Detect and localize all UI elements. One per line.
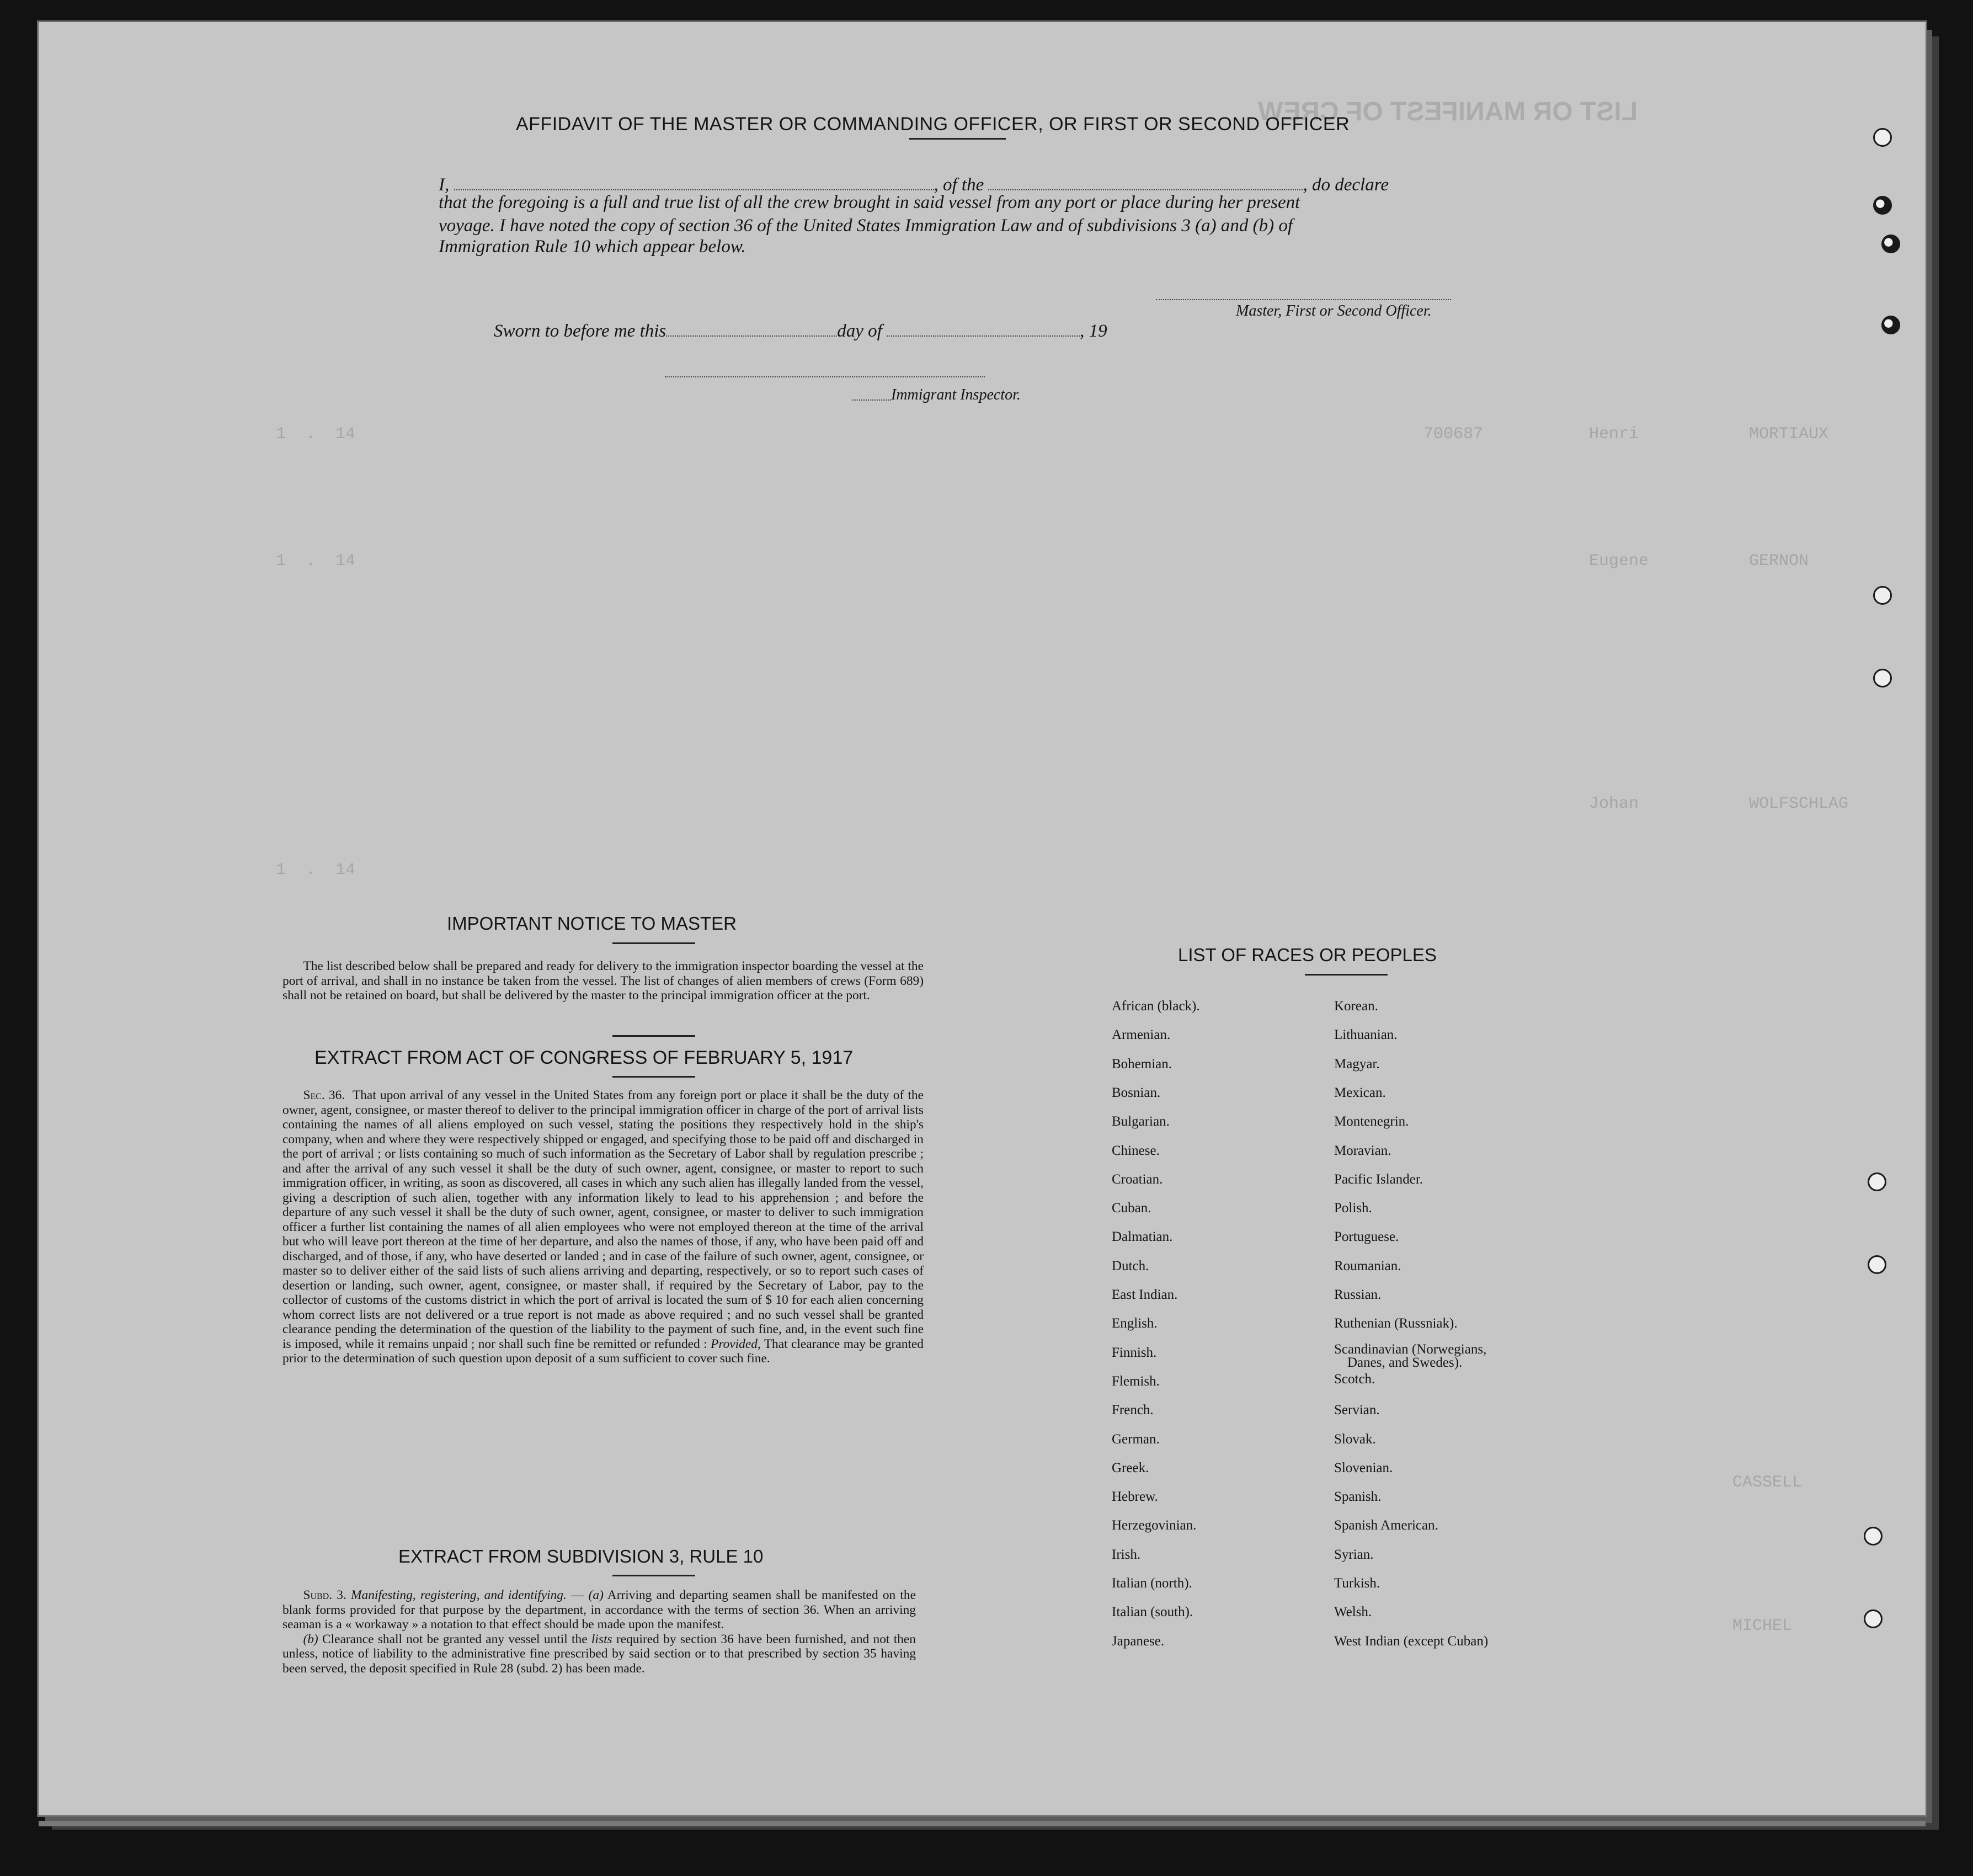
race-item: Italian (north). xyxy=(1112,1576,1192,1591)
day-blank xyxy=(666,322,837,337)
affidavit-declare: , do declare xyxy=(1303,175,1389,195)
race-item: English. xyxy=(1112,1316,1158,1331)
race-item: Lithuanian. xyxy=(1334,1027,1398,1043)
subd-b-mark: (b) xyxy=(303,1632,318,1646)
race-item: Montenegrin. xyxy=(1334,1114,1409,1129)
binder-hole xyxy=(1864,1527,1883,1545)
race-item: Spanish American. xyxy=(1334,1518,1438,1533)
race-item: Japanese. xyxy=(1112,1633,1165,1649)
master-signature-line xyxy=(1156,298,1451,300)
notice-heading: IMPORTANT NOTICE TO MASTER xyxy=(447,913,737,934)
subd-b-text-end: required by section 36 have been furnished, and not then unless, notice of liability to the administrative fine prescribed by said section or to that prescribed by section 35 having been served, the deposit specified in Rule 28 (subd. 2) has been made. xyxy=(282,1632,916,1676)
race-item: Finnish. xyxy=(1112,1345,1157,1360)
race-item: Mexican. xyxy=(1334,1085,1386,1100)
race-item: German. xyxy=(1112,1431,1160,1447)
month-blank xyxy=(887,322,1080,337)
provided-label: Provided, xyxy=(711,1336,761,1351)
heading-rule xyxy=(612,942,695,944)
race-item: Cuban. xyxy=(1112,1201,1151,1216)
binder-hole xyxy=(1864,1609,1883,1628)
race-item: Hebrew. xyxy=(1112,1489,1158,1505)
year-text: , 19 xyxy=(1080,321,1107,341)
master-label: Master, First or Second Officer. xyxy=(1236,302,1432,319)
sworn-text: Sworn to before me this xyxy=(494,321,666,341)
race-item: Greek. xyxy=(1112,1460,1149,1475)
binder-hole xyxy=(1873,586,1892,605)
heading-rule xyxy=(1305,974,1388,976)
race-item: Scandinavian (Norwegians, xyxy=(1334,1341,1487,1357)
name-blank xyxy=(454,176,934,190)
race-item: Bulgarian. xyxy=(1112,1114,1170,1129)
subd-title: Manifesting, registering, and identifying. xyxy=(351,1588,567,1602)
race-item: Italian (south). xyxy=(1112,1605,1193,1620)
act-text xyxy=(282,1088,924,1366)
race-item: Portuguese. xyxy=(1334,1229,1399,1245)
binder-hole xyxy=(1873,128,1892,147)
page-edge xyxy=(39,1821,1926,1826)
race-item: Croatian. xyxy=(1112,1171,1163,1187)
subd-a-mark: (a) xyxy=(588,1588,604,1602)
race-item: Roumanian. xyxy=(1334,1258,1401,1273)
binder-hole xyxy=(1873,669,1892,687)
race-item: Moravian. xyxy=(1334,1143,1391,1158)
act-body-end: That clearance may be granted prior to the determination of such question upon deposit of a sum sufficient to cover such fine. xyxy=(282,1336,924,1366)
races-heading: LIST OF RACES OR PEOPLES xyxy=(1178,945,1437,965)
sec-label: Sec. 36. xyxy=(303,1088,345,1102)
sworn-line xyxy=(494,321,1107,342)
subd-b-text: Clearance shall not be granted any vessel until the xyxy=(322,1632,588,1646)
race-item: African (black). xyxy=(1112,999,1200,1014)
affidavit-line-3: voyage. I have noted the copy of section 36 of the United States Immigration Law and of subdivisions 3 (a) and (b) of xyxy=(439,216,1293,236)
rule-heading: EXTRACT FROM SUBDIVISION 3, RULE 10 xyxy=(398,1546,764,1566)
subd-a-text: Arriving and departing seamen shall be manifested on the blank forms provided for that purpose by the department, in accordance with the terms of section 36. When an arriving seaman is a « workaway » a notation to that effect should be made upon the manifest. xyxy=(282,1588,916,1632)
day-of-text: day of xyxy=(837,321,882,341)
subd-label: Subd. 3. xyxy=(303,1588,346,1602)
race-item: West Indian (except Cuban) xyxy=(1334,1633,1489,1649)
act-heading: EXTRACT FROM ACT OF CONGRESS OF FEBRUARY 5, 1917 xyxy=(314,1047,854,1068)
binder-hole xyxy=(1873,196,1892,215)
race-item: Dutch. xyxy=(1112,1258,1149,1273)
binder-hole xyxy=(1868,1255,1886,1274)
vessel-blank xyxy=(988,176,1303,190)
race-item: Servian. xyxy=(1334,1403,1380,1418)
notice-text: The list described below shall be prepared and ready for delivery to the immigration inspector boarding the vessel at the port of arrival, and shall in no instance be taken from the vessel. The list of changes of alien members of crews (Form 689) shall not be retained on board, but shall be delivered by the master to the principal immigration officer at the port. xyxy=(282,959,924,1003)
race-item: East Indian. xyxy=(1112,1287,1178,1302)
race-item: Scotch. xyxy=(1334,1371,1375,1387)
race-item: Bohemian. xyxy=(1112,1056,1172,1072)
race-item: Dalmatian. xyxy=(1112,1229,1173,1245)
race-item: Korean. xyxy=(1334,999,1378,1014)
inspector-label-dots xyxy=(852,398,891,401)
binder-hole xyxy=(1881,316,1900,334)
act-body: That upon arrival of any vessel in the United States from any foreign port or place it shall be the duty of the owner, agent, consignee, or master thereof to deliver to the principal immigration officer in charge of the port of arrival lists containing the names of all aliens employed on such vessel, stating the positions they respectively hold in the ship's company, when and where they were respectively shipped or engaged, and specifying those to be paid off and discharged in the port of arrival ; or lists containing so much of such information as the Secretary of Labor shall by regulation prescribe ; and after the arrival of any such vessel it shall be the duty of such owner, agent, consignee, or master to report to such immigration officer, in writing, as soon as discovered, all cases in which any such alien has illegally landed from the vessel, giving a description of such alien, together with any information likely to lead to his apprehension ; and before the departure of any such vessel it shall be the duty of such owner, agent, consignee, or master to deliver to such immigration officer a further list containing the names of all alien employees who were not employed thereon at the time of the arrival but who will leave port thereon at the time of her departure, and also the names of those, if any, who have been paid off and discharged, and of those, if any, who have deserted or landed ; and in case of the failure of such owner, agent, consignee, or master so to deliver either of the said lists of such aliens arriving and departing, respectively, or so to report such cases of desertion or landing, such owner, agent, consignee, or master shall, if required by the Secretary of Labor, pay to the collector of customs of the customs district in which the port of arrival is located the sum of $ 10 for each alien concerning whom correct lists are not delivered or a true report is not made as above required ; and no such vessel shall be granted clearance pending the determination of the question of the liability to the payment of such fine, and, in the event such fine is imposed, while it remains unpaid ; nor shall such fine be remitted or refunded : xyxy=(282,1088,924,1351)
race-item: Ruthenian (Russniak). xyxy=(1334,1316,1458,1331)
binder-hole xyxy=(1868,1172,1886,1191)
race-item: Turkish. xyxy=(1334,1576,1380,1591)
affidavit-i: I, xyxy=(439,175,450,195)
subd-b-lists: lists xyxy=(591,1632,612,1646)
race-item: Flemish. xyxy=(1112,1373,1160,1389)
affidavit-line-2: that the foregoing is a full and true list of all the crew brought in said vessel from any port or place during her present xyxy=(439,193,1300,212)
heading-rule xyxy=(612,1035,695,1037)
race-item: Bosnian. xyxy=(1112,1085,1161,1100)
race-item: Slovak. xyxy=(1334,1431,1376,1447)
document-page xyxy=(39,22,1926,1815)
race-item: French. xyxy=(1112,1403,1154,1418)
affidavit-line-4: Immigration Rule 10 which appear below. xyxy=(439,237,746,257)
race-item: Irish. xyxy=(1112,1547,1141,1562)
inspector-label: Immigrant Inspector. xyxy=(891,386,1021,403)
heading-rule xyxy=(909,138,1006,140)
inspector-signature-line xyxy=(665,375,985,377)
race-item: Spanish. xyxy=(1334,1489,1382,1505)
race-item: Polish. xyxy=(1334,1201,1372,1216)
race-item: Slovenian. xyxy=(1334,1460,1393,1475)
affidavit-of-the: , of the xyxy=(934,175,984,195)
race-item: Armenian. xyxy=(1112,1027,1171,1043)
race-item: Danes, and Swedes). xyxy=(1347,1355,1463,1370)
race-item: Welsh. xyxy=(1334,1605,1372,1620)
race-item: Herzegovinian. xyxy=(1112,1518,1197,1533)
rule-text: Subd. 3. Manifesting, registering, and identifying. — (a) Arriving and departing seamen shall be manifested on the blank forms provided for that purpose by the department, in accordance with the terms of section 36. When an arriving seaman is a « workaway » a notation to that effect should be made upon the manifest. (b) Clearance shall not be granted any vessel until the lists required by section 36 have been furnished, and not then unless, notice of liability to the administrative fine prescribed by said section or to that prescribed by section 35 having been served, the deposit specified in Rule 28 (subd. 2) has been made. xyxy=(282,1588,916,1676)
heading-rule xyxy=(612,1575,695,1576)
race-item: Syrian. xyxy=(1334,1547,1374,1562)
race-item: Russian. xyxy=(1334,1287,1382,1302)
race-item: Magyar. xyxy=(1334,1056,1380,1072)
race-item: Pacific Islander. xyxy=(1334,1171,1423,1187)
affidavit-heading: AFFIDAVIT OF THE MASTER OR COMMANDING OFFICER, OR FIRST OR SECOND OFFICER xyxy=(516,114,1350,135)
race-item: Chinese. xyxy=(1112,1143,1160,1158)
heading-rule xyxy=(612,1076,695,1078)
binder-hole xyxy=(1881,234,1900,253)
